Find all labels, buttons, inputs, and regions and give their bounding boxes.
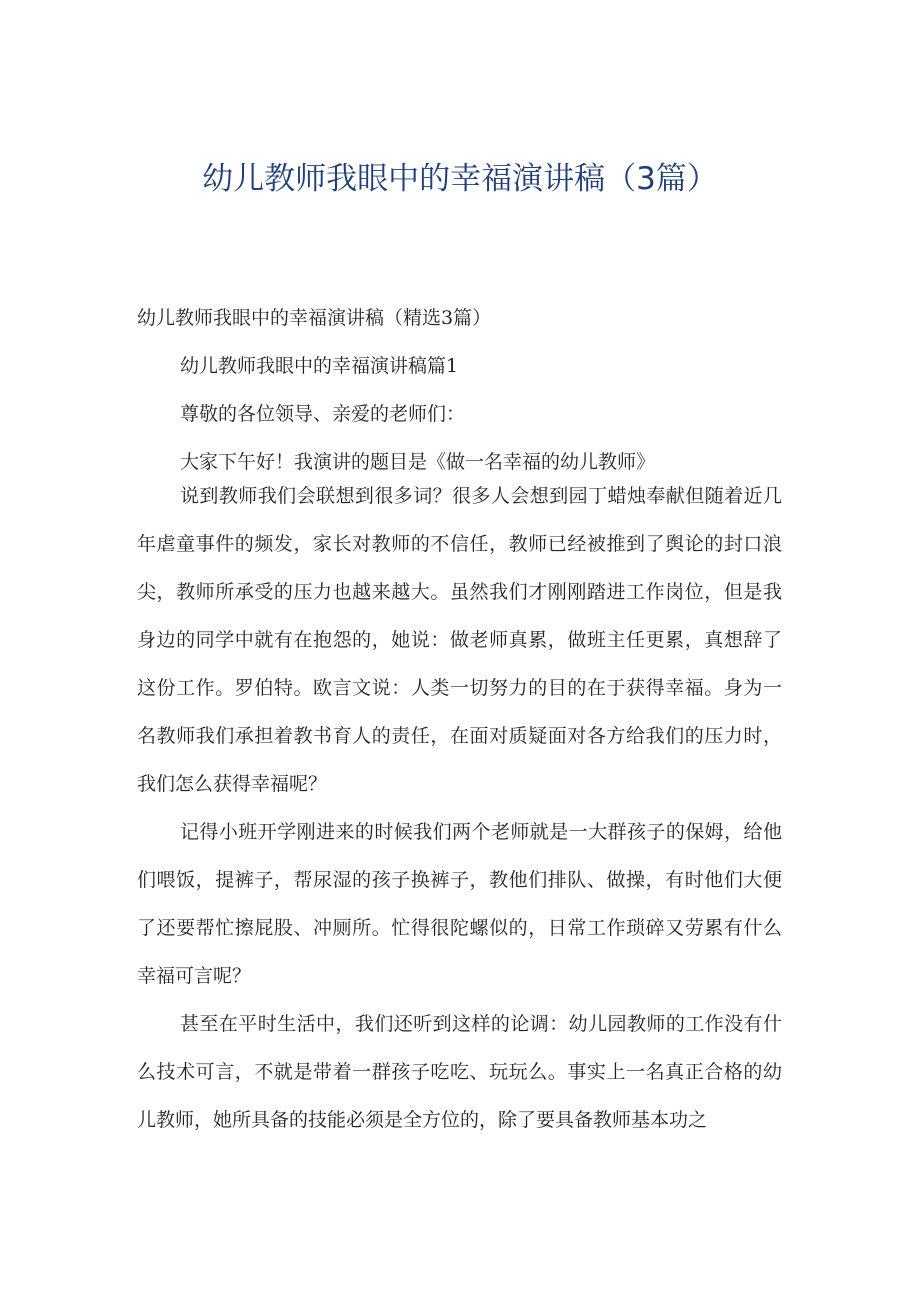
document-subtitle: 幼儿教师我眼中的幸福演讲稿（精选3篇） [137, 308, 492, 328]
document-body [137, 308, 782, 1158]
paragraph: 说到教师我们会联想到很多词？很多人会想到园丁蜡烛奉献但随着近几年虐童事件的频发，家长对教师的不信任，教师已经被推到了舆论的封口浪尖，教师所承受的压力也越来越大。虽然我们才刚刚踏进工作岗位，但是我身边的同学中就有在抱怨的，她说：做老师真累，做班主任更累，真想辞了这份工作。罗伯特。欧言文说：人类一切努力的目的在于获得幸福。身为一名教师我们承担着教书育人的责任，在面对质疑面对各方给我们的压力时，我们怎么获得幸福呢？ [137, 485, 782, 795]
salutation: 尊敬的各位领导、亲爱的老师们： [180, 404, 466, 424]
paragraph: 记得小班开学刚进来的时候我们两个老师就是一大群孩子的保姆，给他们喂饭，提裤子，帮尿湿的孩子换裤子，教他们排队、做操，有时他们大便了还要帮忙擦屁股、冲厕所。忙得很陀螺似的，日常工作琐碎又劳累有什么幸福可言呢？ [137, 821, 782, 987]
document-title: 幼儿教师我眼中的幸福演讲稿（3篇） [202, 161, 718, 197]
paragraph: 甚至在平时生活中，我们还听到这样的论调：幼儿园教师的工作没有什么技术可言，不就是带着一群孩子吃吃、玩玩么。事实上一名真正合格的幼儿教师，她所具备的技能必须是全方位的，除了要具备教师基本功之 [137, 1013, 782, 1131]
section-heading: 幼儿教师我眼中的幸福演讲稿篇1 [180, 356, 459, 376]
greeting: 大家下午好！我演讲的题目是《做一名幸福的幼儿教师》 [180, 452, 656, 472]
